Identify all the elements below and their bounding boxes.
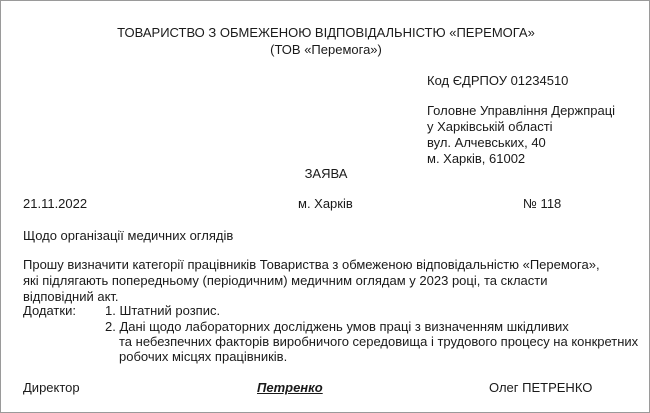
document-place: м. Харків: [298, 196, 353, 211]
document-number: № 118: [523, 196, 562, 211]
attachments-label: Додатки:: [23, 303, 76, 318]
document-date: 21.11.2022: [23, 196, 88, 211]
attachment-item: 1. Штатний розпис.: [105, 303, 221, 318]
attachment-item: 2. Дані щодо лабораторних досліджень умов праці з визначенням шкідливих: [105, 319, 569, 334]
signature: Петренко: [257, 380, 323, 395]
body-line: які підлягають попередньому (періодичним) медичним оглядам у 2023 році, та скласти: [23, 273, 548, 288]
organization-short-name: (ТОВ «Перемога»): [270, 42, 382, 57]
document-type: ЗАЯВА: [304, 166, 348, 181]
signatory-position: Директор: [23, 380, 80, 395]
edrpou-code: Код ЄДРПОУ 01234510: [427, 73, 569, 88]
signatory-name: Олег ПЕТРЕНКО: [489, 380, 593, 395]
document-subject: Щодо організації медичних оглядів: [23, 228, 234, 243]
organization-name: ТОВАРИСТВО З ОБМЕЖЕНОЮ ВІДПОВІДАЛЬНІСТЮ «ПЕРЕМОГА»: [117, 25, 535, 40]
recipient-line: у Харківській області: [427, 119, 553, 134]
attachment-item-continuation: робочих місцях працівників.: [119, 349, 288, 364]
body-line: Прошу визначити категорії працівників Товариства з обмеженою відповідальністю «Перемога»,: [23, 257, 600, 272]
body-line: відповідний акт.: [23, 289, 119, 304]
attachment-item-continuation: та небезпечних факторів виробничого середовища і трудового процесу на конкретних: [119, 334, 639, 349]
recipient-line: вул. Алчевських, 40: [427, 135, 546, 150]
recipient-line: м. Харків, 61002: [427, 151, 526, 166]
recipient-line: Головне Управління Держпраці: [427, 103, 616, 118]
